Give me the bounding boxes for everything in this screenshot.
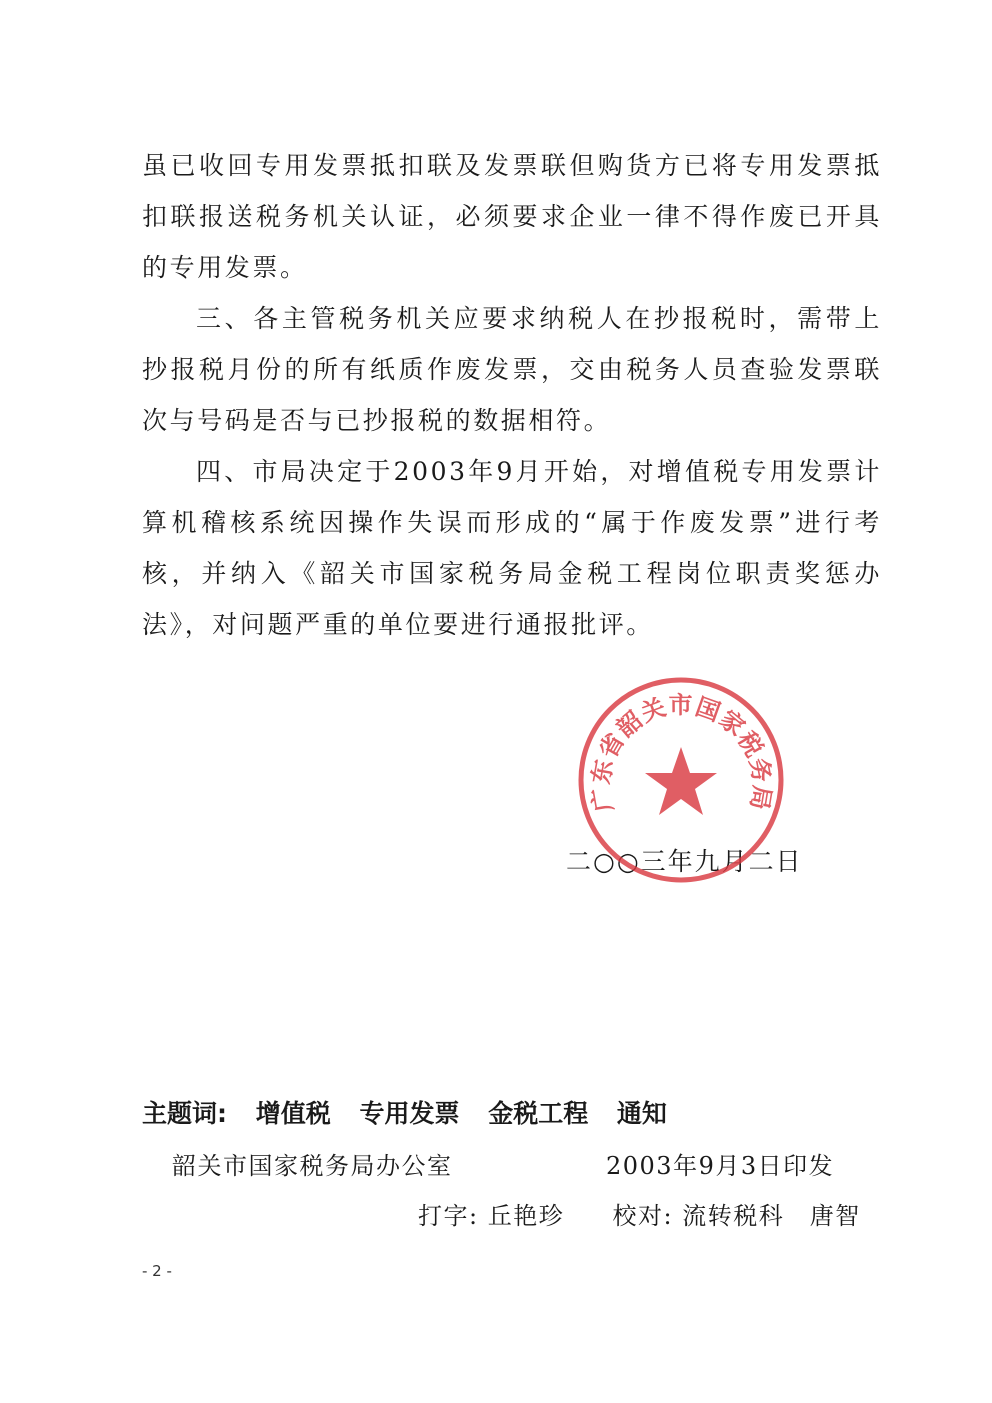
keyword-item: 增值税: [255, 1099, 331, 1128]
paragraph-item-3: 三、各主管税务机关应要求纳税人在抄报税时，需带上抄报税月份的所有纸质作废发票，交由税务人员查验发票联次与号码是否与已抄报税的数据相符。: [142, 304, 882, 435]
subject-keywords: [142, 1094, 667, 1130]
paragraph-item-4: 四、市局决定于2003年9月开始，对增值税专用发票计算机稽核系统因操作失误而形成的“属于作废发票”进行考核，并纳入《韶关市国家税务局金税工程岗位职责奖惩办法》，对问题严重的单位要进行通报批评。: [142, 457, 882, 639]
document-date: 二○○三年九月二日: [566, 847, 803, 876]
keyword-item: 专用发票: [359, 1099, 460, 1128]
document-body: [142, 140, 882, 650]
keyword-item: 金税工程: [488, 1099, 589, 1128]
typist-name: 丘艳珍: [487, 1202, 565, 1230]
paragraph-continuation: 虽已收回专用发票抵扣联及发票联但购货方已将专用发票抵扣联报送税务机关认证，必须要求企业一律不得作废已开具的专用发票。: [142, 151, 882, 282]
proofreader-label: 校对:: [612, 1202, 674, 1230]
typist-label: 打字:: [418, 1202, 479, 1230]
proofreader-name: 流转税科 唐智: [682, 1202, 861, 1230]
keyword-item: 通知: [616, 1099, 667, 1128]
official-seal-icon: [576, 675, 786, 885]
seal-text: 广东省韶关市国家税务局: [585, 690, 778, 814]
typist-proofreader-line: [418, 1196, 861, 1231]
issue-date: 2003年9月3日印发: [606, 1152, 835, 1180]
keywords-label: 主题词:: [142, 1099, 227, 1128]
page-number: - 2 -: [142, 1262, 172, 1280]
issuing-office: 韶关市国家税务局办公室: [172, 1152, 453, 1180]
